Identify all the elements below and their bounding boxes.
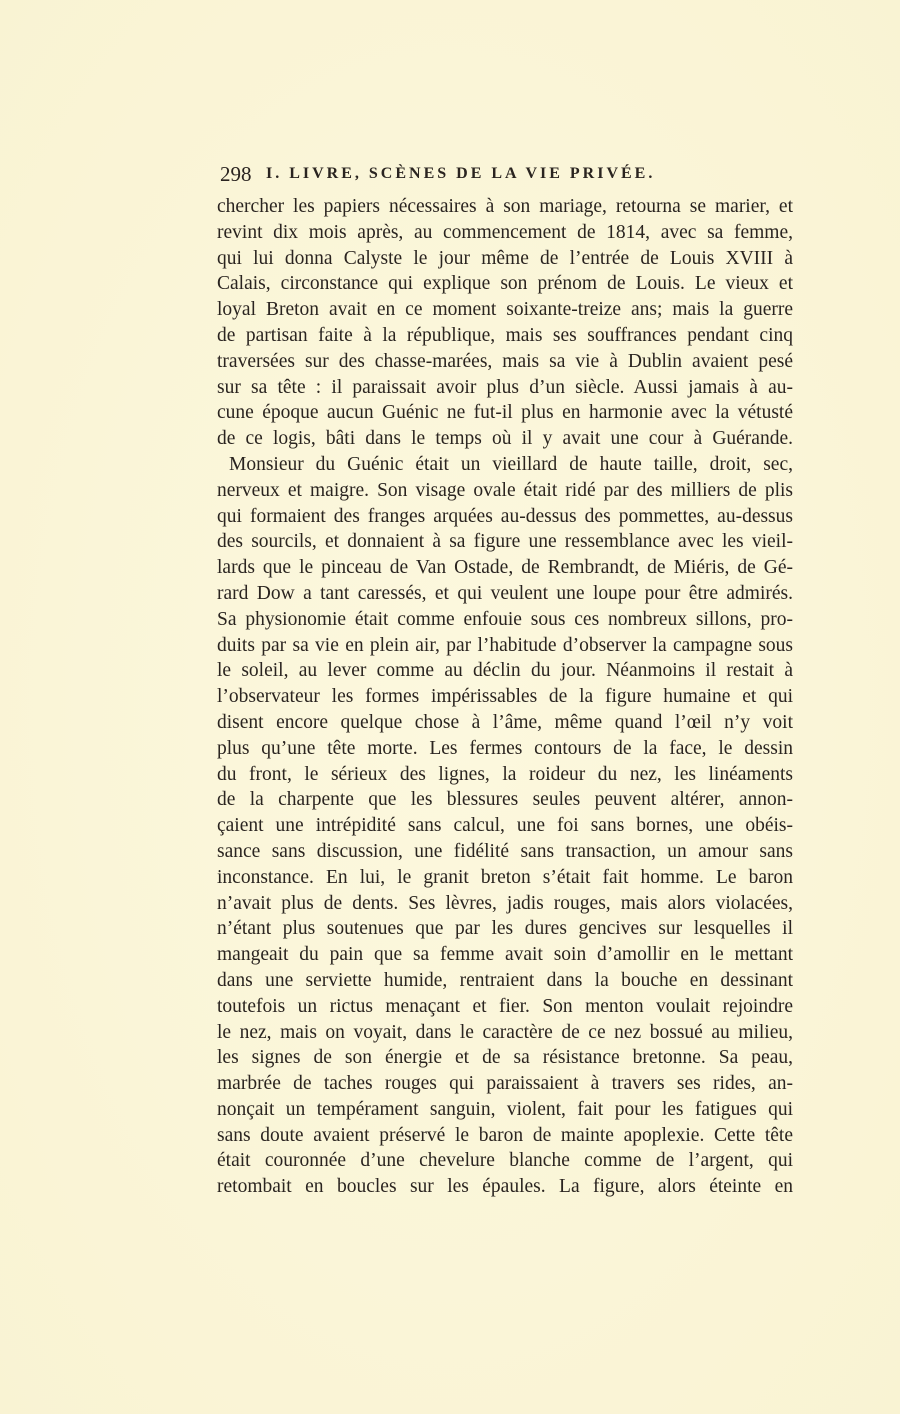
text-line: plus qu’une tête morte. Les fermes contours de la face, le dessin (217, 737, 793, 759)
text-line: de ce logis, bâti dans le temps où il y avait une cour à Guérande. (217, 428, 793, 450)
text-line: revint dix mois après, au commencement de 1814, avec sa femme, (217, 221, 793, 243)
page-header (220, 162, 795, 188)
text-line: chercher les papiers nécessaires à son mariage, retourna se marier, et (217, 196, 793, 217)
text-line: de la charpente que les blessures seules peuvent altérer, annon- (217, 789, 793, 811)
page-number: 298 (220, 162, 252, 186)
text-line: qui lui donna Calyste le jour même de l’entrée de Louis XVIII à (217, 247, 793, 269)
text-line: inconstance. En lui, le granit breton s’était fait homme. Le baron (217, 866, 793, 888)
text-line: n’étant plus soutenues que par les dures gencives sur lesquelles il (217, 918, 793, 940)
text-line: de partisan faite à la république, mais ses souffrances pendant cinq (217, 324, 793, 346)
text-line: dans une serviette humide, rentraient dans la bouche en dessinant (217, 969, 793, 991)
text-line: rard Dow a tant caressés, et qui veulent une loupe pour être admirés. (217, 582, 793, 604)
text-line: sans doute avaient préservé le baron de mainte apoplexie. Cette tête (217, 1124, 793, 1146)
text-line: qui formaient des franges arquées au-dessus des pommettes, au-dessus (217, 505, 793, 527)
text-line: l’observateur les formes impérissables de la figure humaine et qui (217, 686, 793, 708)
text-line: Calais, circonstance qui explique son prénom de Louis. Le vieux et (217, 273, 793, 295)
page-body (217, 194, 793, 1200)
text-line: cune époque aucun Guénic ne fut-il plus en harmonie avec la vétusté (217, 402, 793, 424)
text-line: des sourcils, et donnaient à sa figure une ressemblance avec les vieil- (217, 531, 793, 553)
text-line: le nez, mais on voyait, dans le caractère de ce nez bossué au milieu, (217, 1021, 793, 1043)
text-line: çaient une intrépidité sans calcul, une foi sans bornes, une obéis- (217, 815, 793, 837)
text-line: les signes de son énergie et de sa résistance bretonne. Sa peau, (217, 1047, 793, 1069)
text-line: marbrée de taches rouges qui paraissaient à travers ses rides, an- (217, 1073, 793, 1095)
text-line: était couronnée d’une chevelure blanche comme de l’argent, qui (217, 1150, 793, 1172)
text-line: nonçait un tempérament sanguin, violent, fait pour les fatigues qui (217, 1098, 793, 1120)
text-line: Monsieur du Guénic était un vieillard de haute taille, droit, sec, (229, 453, 793, 475)
text-line: traversées sur des chasse-marées, mais sa vie à Dublin avaient pesé (217, 350, 793, 372)
text-line: duits par sa vie en plein air, par l’habitude d’observer la campagne sous (217, 634, 793, 656)
running-title: I. LIVRE, SCÈNES DE LA VIE PRIVÉE. (266, 165, 656, 182)
text-line: toutefois un rictus menaçant et fier. Son menton voulait rejoindre (217, 995, 793, 1017)
text-line: sur sa tête : il paraissait avoir plus d’un siècle. Aussi jamais à au- (217, 376, 793, 398)
text-line: du front, le sérieux des lignes, la roideur du nez, les linéaments (217, 763, 793, 785)
text-line: nerveux et maigre. Son visage ovale était ridé par des milliers de plis (217, 479, 793, 501)
text-line: le soleil, au lever comme au déclin du jour. Néanmoins il restait à (217, 660, 793, 682)
text-line: Sa physionomie était comme enfouie sous ces nombreux sillons, pro- (217, 608, 793, 630)
text-line: mangeait du pain que sa femme avait soin d’amollir en le mettant (217, 944, 793, 966)
text-line: n’avait plus de dents. Ses lèvres, jadis rouges, mais alors violacées, (217, 892, 793, 914)
text-line: retombait en boucles sur les épaules. La figure, alors éteinte en (217, 1176, 793, 1198)
text-line: sance sans discussion, une fidélité sans transaction, un amour sans (217, 840, 793, 862)
text-line: loyal Breton avait en ce moment soixante-treize ans; mais la guerre (217, 299, 793, 321)
text-line: disent encore quelque chose à l’âme, même quand l’œil n’y voit (217, 711, 793, 733)
text-line: lards que le pinceau de Van Ostade, de Rembrandt, de Miéris, de Gé- (217, 557, 793, 579)
